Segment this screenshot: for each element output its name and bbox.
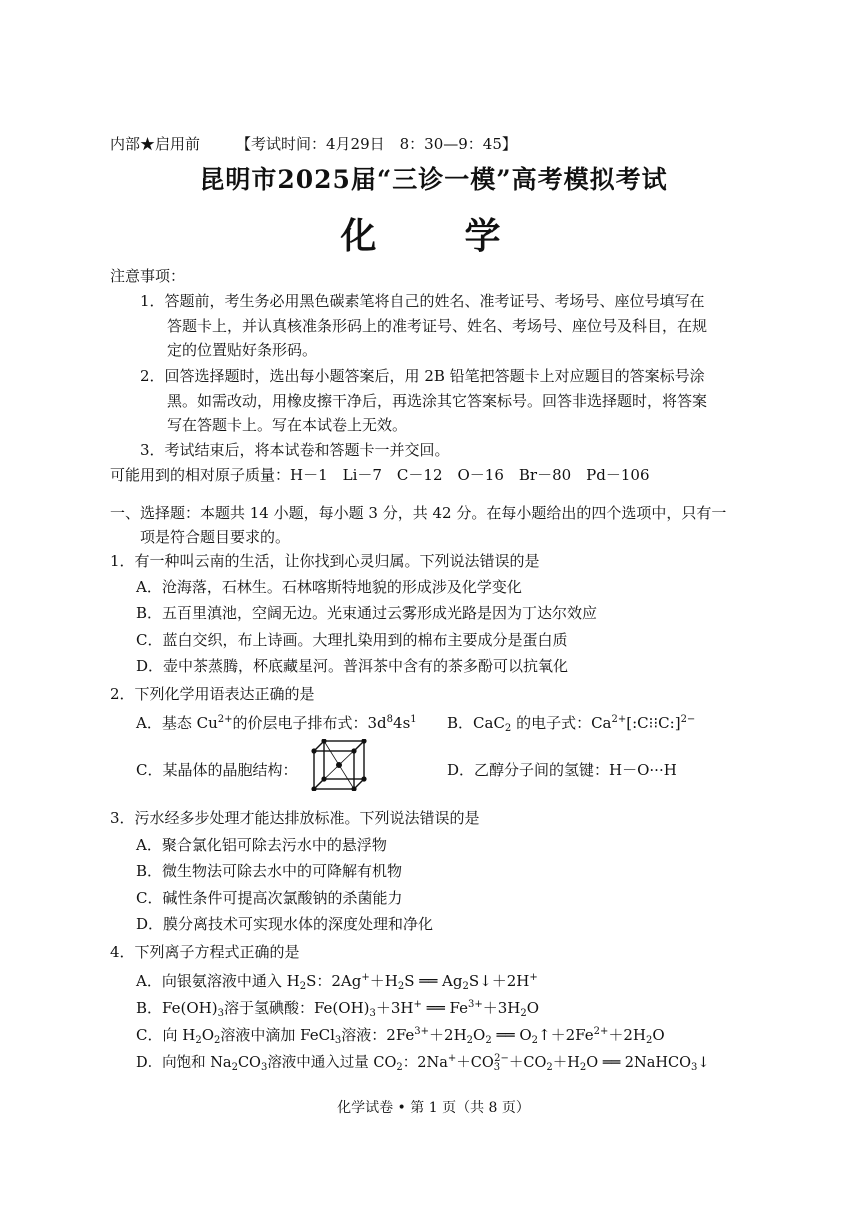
q3-option-d: D．膜分离技术可实现水体的深度处理和净化 (136, 915, 434, 933)
note-2-line-2: 黑。如需改动，用橡皮擦干净后，再选涂其它答案标号。回答非选择题时，将答案 (167, 392, 708, 410)
note-1-line-2: 答题卡上，并认真核准条形码上的准考证号、姓名、考场号、座位号及科目，在规 (167, 317, 708, 335)
q2-stem: 2．下列化学用语表达正确的是 (110, 685, 315, 703)
q2-option-a: A．基态 $Cu^{2+}$的价层电子排布式：$3d^84s^1$ (136, 714, 417, 732)
q4-option-c: C．向 $H_2O_2$溶液中滴加 FeCl$_3$溶液：$2Fe^{3+}+2H_2O_2$ ══ $O_2↑+2Fe^{2+}+2H_2O$ (136, 1026, 665, 1046)
confidential-label: 内部★启用前 (110, 135, 201, 153)
q1-option-c: C．蓝白交织，布上诗画。大理扎染用到的棉布主要成分是蛋白质 (136, 631, 568, 649)
q1-option-d: D．壶中茶蒸腾，杯底藏星河。普洱茶中含有的茶多酚可以抗氧化 (136, 657, 569, 675)
notes-heading: 注意事项： (110, 267, 186, 285)
note-2-line-3: 写在答题卡上。写在本试卷上无效。 (167, 416, 408, 434)
note-1-line-3: 定的位置贴好条形码。 (167, 341, 318, 359)
crystal-cell-diagram (308, 739, 370, 791)
q4-option-b: B．$Fe(OH)_3$溶于氢碘酸：$Fe(OH)_3+3H^+$ ══ $Fe^{3+}+3H_2O$ (136, 999, 540, 1019)
section-1-line-1: 一、选择题：本题共 14 小题，每小题 3 分，共 42 分。在每小题给出的四个选项中，只有一 (110, 504, 727, 522)
exam-time: 【考试时间：4月29日 8：30—9：45】 (236, 135, 517, 153)
q2-option-c: C．某晶体的晶胞结构： (136, 761, 298, 779)
subject-title: 化 学 (340, 215, 527, 257)
page-footer: 化学试卷 • 第 1 页（共 8 页） (337, 1100, 530, 1116)
q4-option-a: A．向银氨溶液中通入 $H_2S$：$2Ag^++H_2S$ ══ $Ag_2S↓+2H^+$ (136, 972, 538, 992)
q2-option-d: D．乙醇分子间的氢键：H－O···H (447, 761, 677, 779)
note-2-line-1: 2．回答选择题时，选出每小题答案后，用 2B 铅笔把答题卡上对应题目的答案标号涂 (140, 367, 705, 385)
section-1-line-2: 项是符合题目要求的。 (140, 528, 291, 546)
q1-stem: 1．有一种叫云南的生活，让你找到心灵归属。下列说法错误的是 (110, 552, 540, 570)
q3-option-a: A．聚合氯化铝可除去污水中的悬浮物 (136, 836, 387, 854)
q3-option-b: B．微生物法可除去水中的可降解有机物 (136, 862, 403, 880)
note-1-line-1: 1．答题前，考生务必用黑色碳素笔将自己的姓名、准考证号、考场号、座位号填写在 (140, 292, 705, 310)
q3-stem: 3．污水经多步处理才能达排放标准。下列说法错误的是 (110, 809, 480, 827)
note-3: 3．考试结束后，将本试卷和答题卡一并交回。 (140, 441, 450, 459)
atomic-masses: 可能用到的相对原子质量：H－1 Li－7 C－12 O－16 Br－80 Pd－106 (110, 466, 650, 484)
exam-title: 昆明市2025届“三诊一模”高考模拟考试 (199, 165, 668, 194)
q3-option-c: C．碱性条件可提高次氯酸钠的杀菌能力 (136, 889, 403, 907)
q2-option-b: B．CaC$_2$ 的电子式：$Ca^{2+}[:C⁝⁝C:]^{2-}$ (447, 714, 696, 734)
q4-stem: 4．下列离子方程式正确的是 (110, 943, 300, 961)
q4-option-d: D．向饱和 $Na_2CO_3$溶液中通入过量 $CO_2$：$2Na^++CO_3^{2-}+CO_2+H_2O$ ══ 2NaHCO$_3$↓ (136, 1053, 710, 1073)
q1-option-b: B．五百里滇池，空阔无边。光束通过云雾形成光路是因为丁达尔效应 (136, 604, 598, 622)
q1-option-a: A．沧海落，石林生。石林喀斯特地貌的形成涉及化学变化 (136, 578, 522, 596)
